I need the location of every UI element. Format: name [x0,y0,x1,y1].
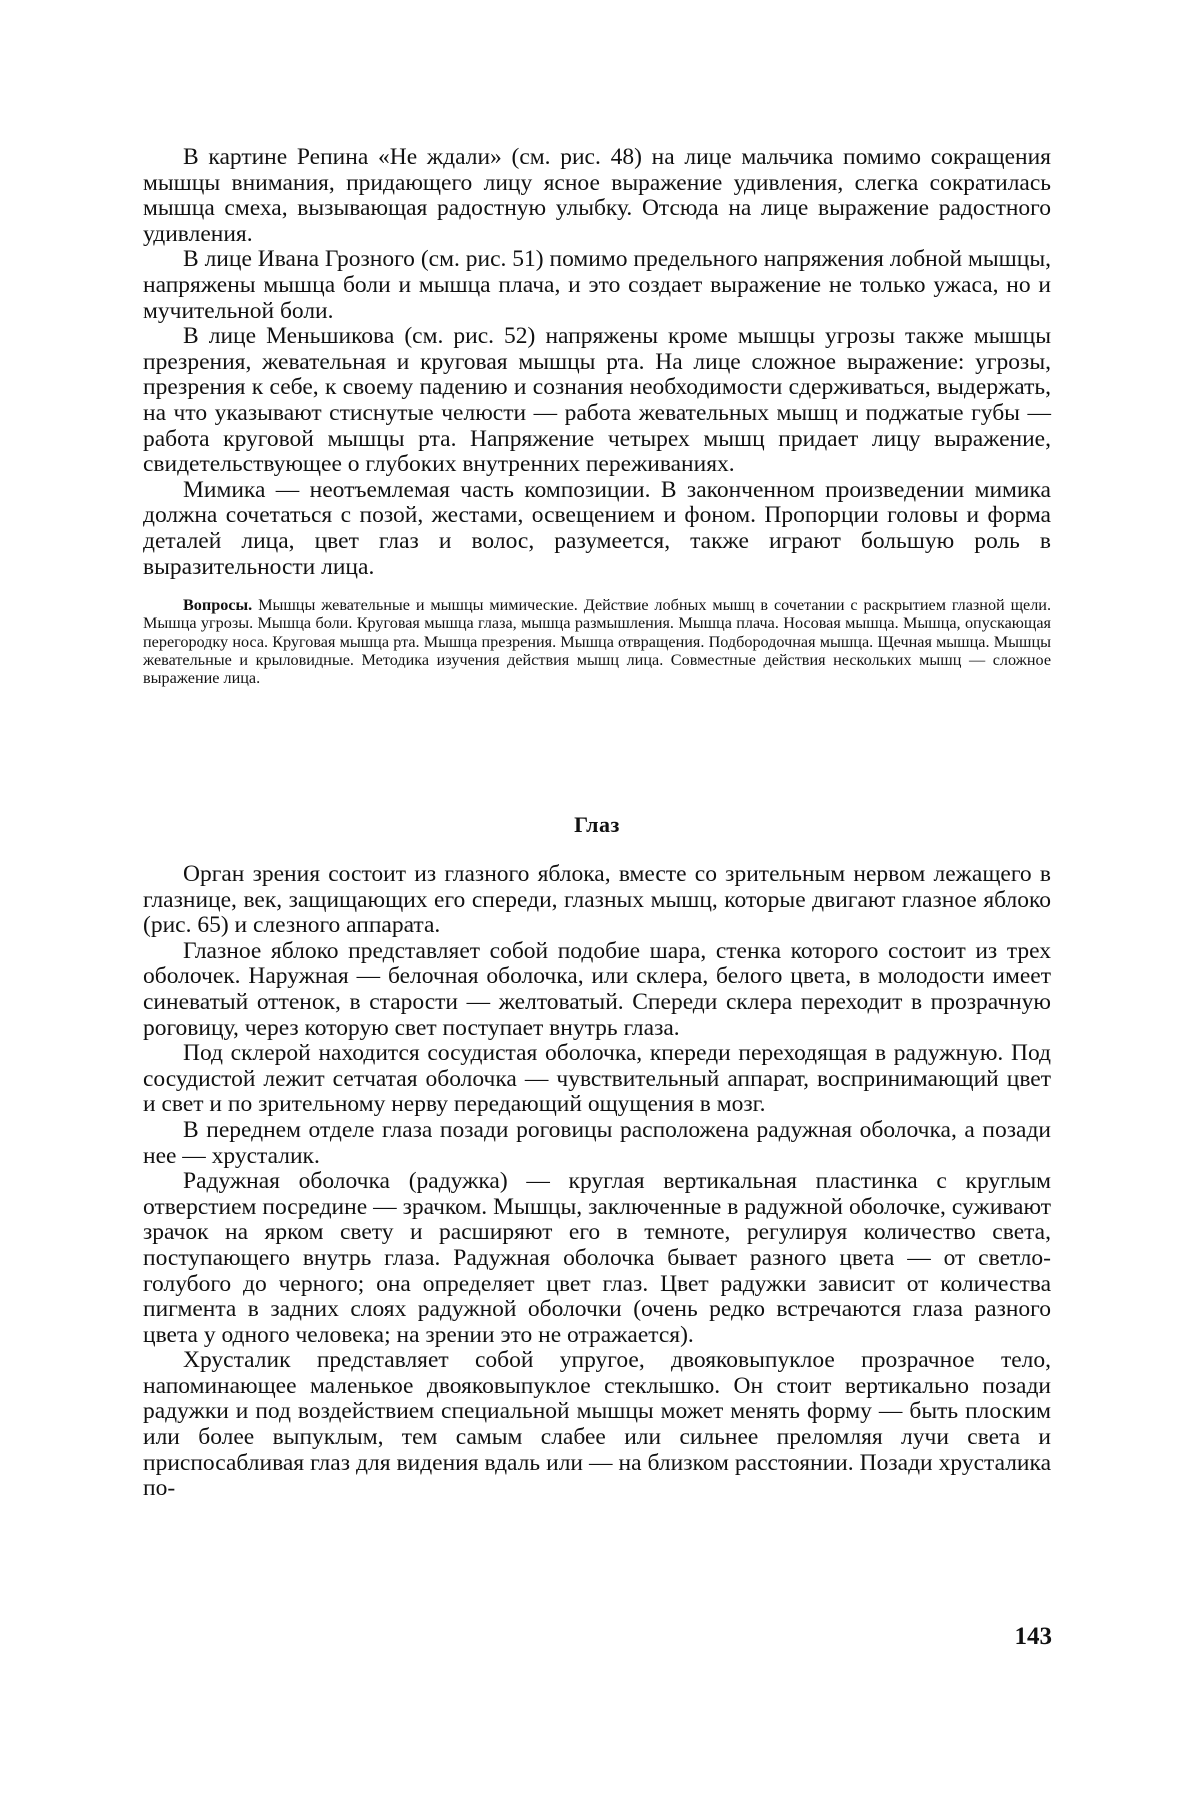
paragraph-organ-zreniya: Орган зрения состоит из глазного яблока, вместе со зрительным нервом лежащего в глазнице, век, защищающих его спереди, глазных мышц, которые двигают глазное яблоко (рис. 65) и слезного аппарата. [143,861,1051,939]
paragraph-glaznoe-yabloko: Глазное яблоко представляет собой подобие шара, стенка которого состоит из трех оболочек. Наружная — белочная оболочка, или склера, белого цвета, в молодости имеет синеватый оттенок, в старости — желтоватый. Спереди склера переходит в прозрачную роговицу, через которую свет поступает внутрь глаза. [143,937,1051,1041]
paragraph-mimika: Мимика — неотъемлемая часть композиции. В законченном произведении мимика должна сочетаться с позой, жестами, освещением и фоном. Пропорции головы и форма деталей лица, цвет глаз и волос, разумеется, также играют большую роль в выразительности лица. [143,476,1051,580]
paragraph-repin: В картине Репина «Не ждали» (см. рис. 48) на лице мальчика помимо сокращения мышцы внимания, придающего лицу ясное выражение удивления, слегка сократилась мышца смеха, вызывающая радостную улыбку. Отсюда на лице выражение радостного удивления. [143,144,1051,247]
paragraph-khrustalik: Хрусталик представляет собой упругое, двояковыпуклое прозрачное тело, напоминающее маленькое двояковыпуклое стеклышко. Он стоит вертикально позади радужки и под воздействием специальной мышцы может менять форму — быть плоским или более выпуклым, тем самым слабее или сильнее преломляя лучи света и приспосабливая глаз для видения вдаль или — на близком расстоянии. Позади хрусталика по- [143,1347,1051,1502]
questions-label: Вопросы. [183,596,253,615]
paragraph-peredniy-otdel: В переднем отделе глаза позади роговицы расположена радужная оболочка, а позади нее — хрусталик. [143,1116,1051,1169]
paragraph-menshikov: В лице Меньшикова (см. рис. 52) напряжены кроме мышцы угрозы также мышцы презрения, жевательная и круговая мышцы рта. На лице сложное выражение: угрозы, презрения к себе, к своему падению и сознания необходимости сдерживаться, выдержать, на что указывают стиснутые челюсти — работа жевательных мышц и поджатые губы — работа круговой мышцы рта. Напряжение четырех мышц придает лицу выражение, свидетельствующее о глубоких внутренних переживаниях. [143,323,1051,478]
questions-text: Мышцы жевательные и мышцы мимические. Действие лобных мышц в сочетании с раскрытием глазной щели. Мышца угрозы. Мышца боли. Круговая мышца глаза, мышца размышления. Мышца плача. Носовая мышца. Мышца, опускающая перегородку носа. Круговая мышца рта. Мышца презрения. Мышца отвращения. Подбородочная мышца. Щечная мышца. Мышцы жевательные и крыловидные. Методика изучения действия мышц лица. Совместные действия нескольких мышц — сложное выражение лица. [143,596,1052,687]
review-questions [143,596,1051,687]
paragraph-sosudistaya: Под склерой находится сосудистая оболочка, кпереди переходящая в радужную. Под сосудистой лежит сетчатая оболочка — чувствительный аппарат, воспринимающий цвет и свет и по зрительному нерву передающий ощущения в мозг. [143,1040,1051,1118]
text-block-top [143,145,1051,687]
section-title: Глаз [574,812,620,837]
page-number: 143 [1014,1623,1052,1650]
paragraph-raduzhka: Радужная оболочка (радужка) — круглая вертикальная пластинка с круглым отверстием посредине — зрачком. Мышцы, заключенные в радужной оболочке, суживают зрачок на ярком свету и расширяют его в темноте, регулируя количество света, поступающего внутрь глаза. Радужная оболочка бывает разного цвета — от светло-голубого до черного; она определяет цвет глаз. Цвет радужки зависит от количества пигмента в задних слоях радужной оболочки (очень редко встречаются глаза разного цвета у одного человека; на зрении это не отражается). [143,1168,1051,1348]
paragraph-ivan-grozny: В лице Ивана Грозного (см. рис. 51) помимо предельного напряжения лобной мышцы, напряжены мышца боли и мышца плача, и это создает выражение не только ужаса, но и мучительной боли. [143,246,1051,324]
text-block-bottom [143,862,1051,1502]
